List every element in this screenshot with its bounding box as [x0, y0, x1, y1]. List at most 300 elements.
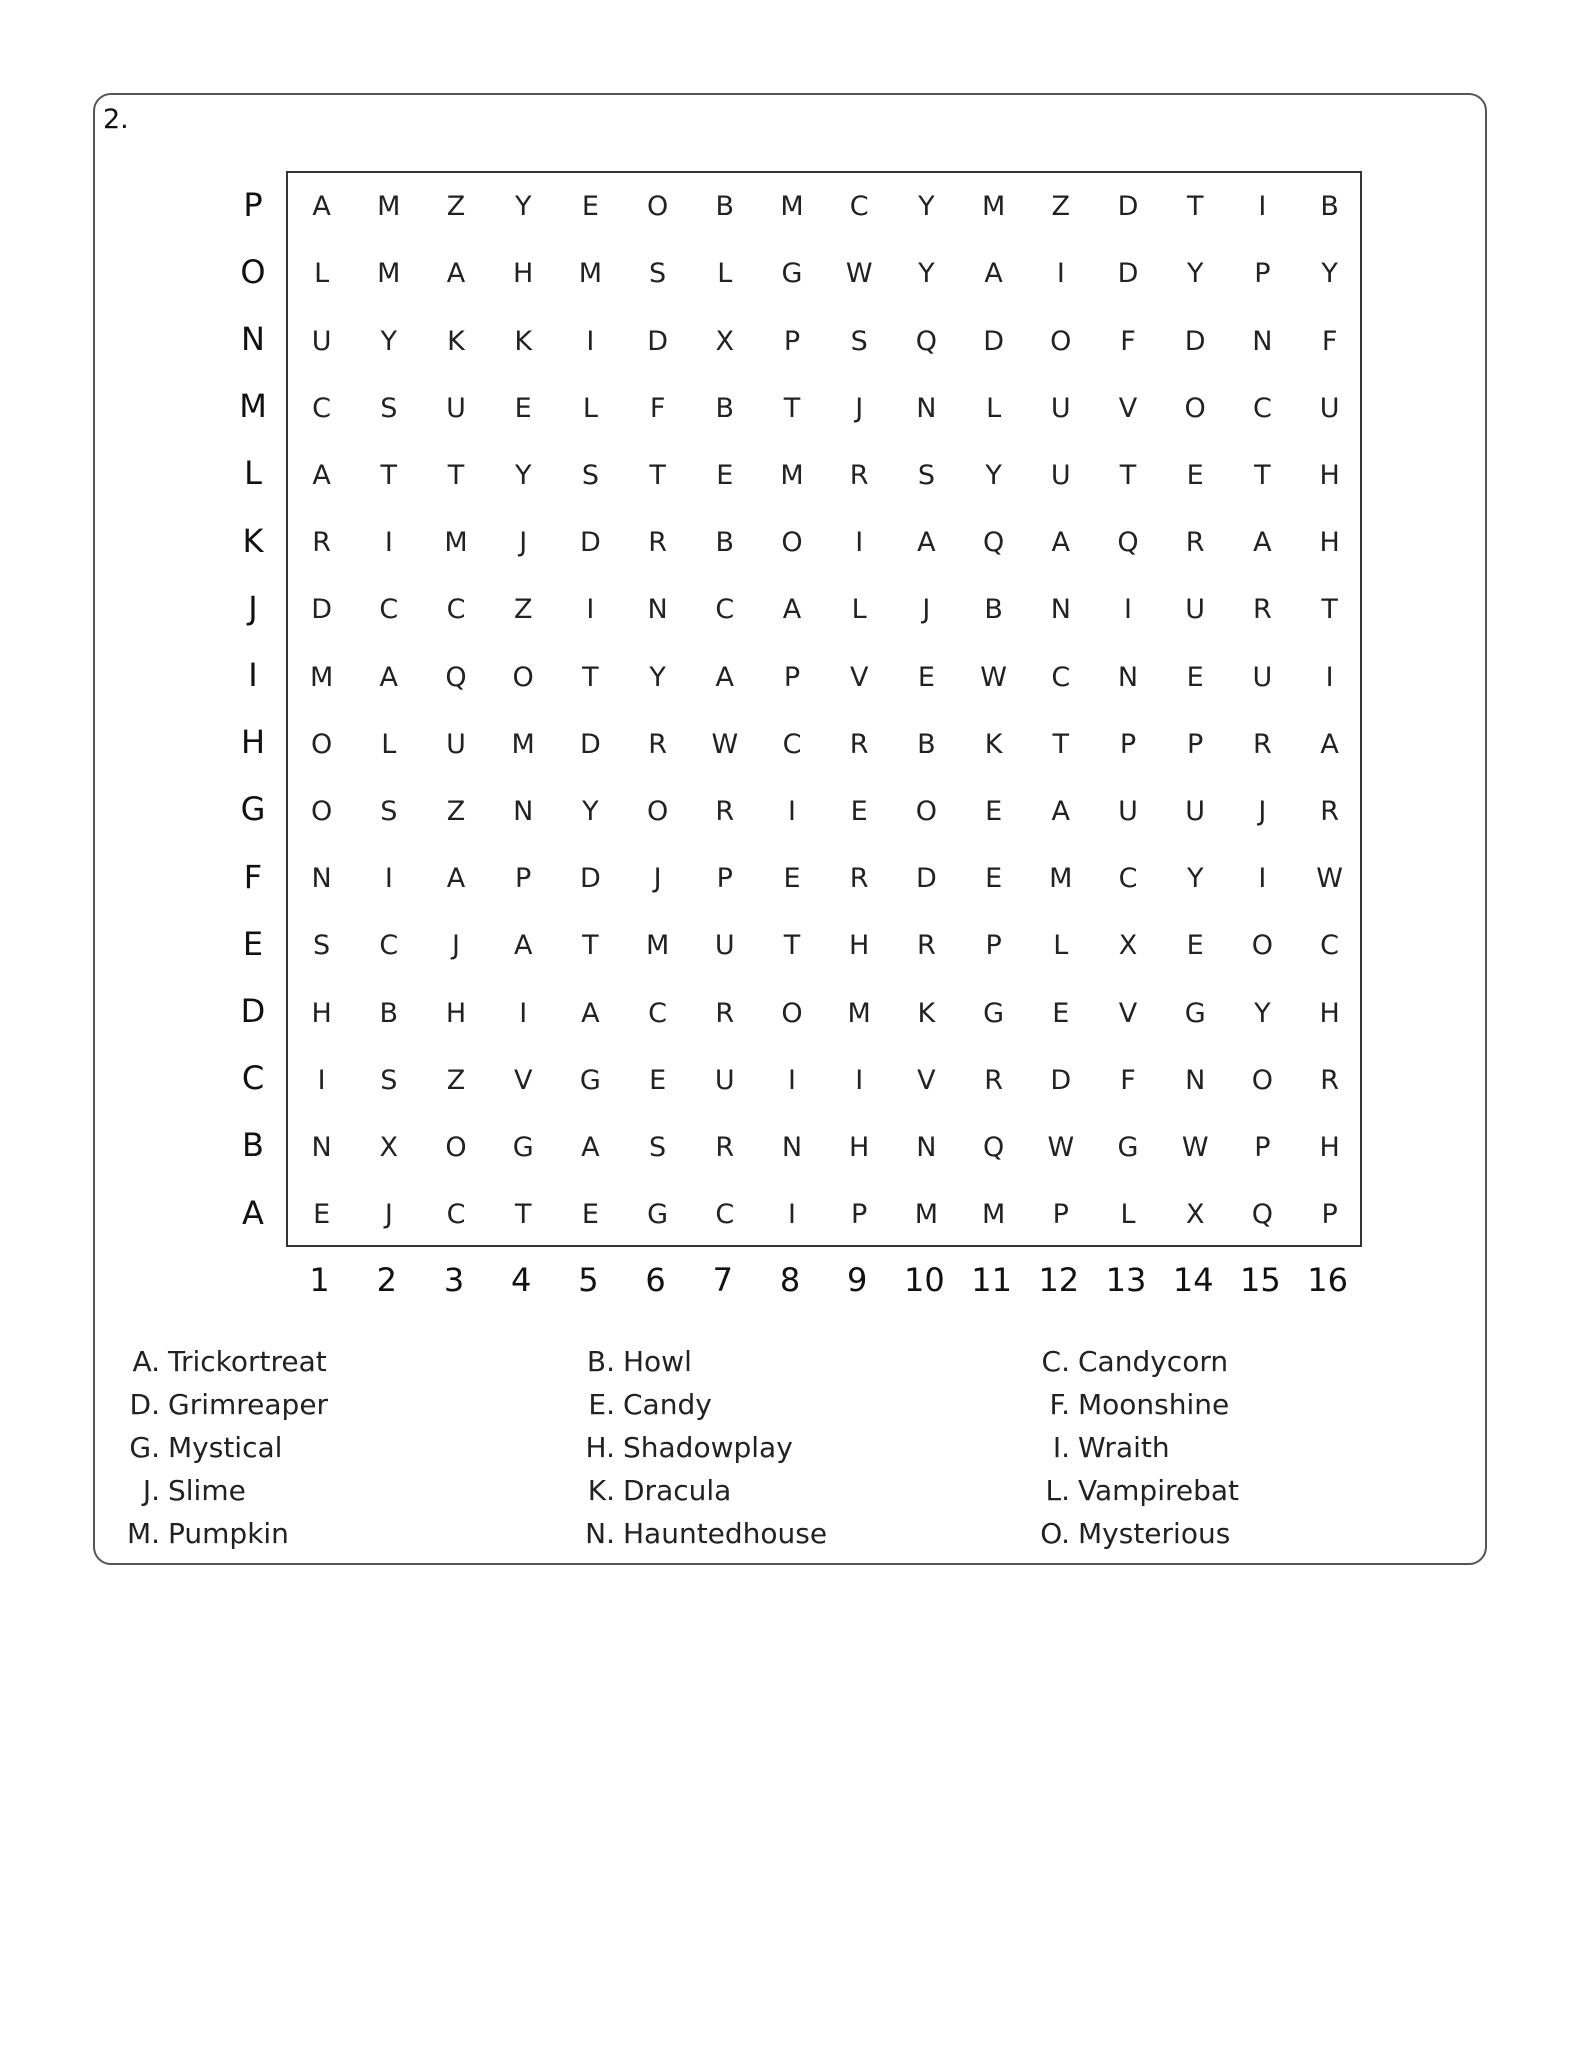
clue-item [1026, 1385, 1229, 1425]
grid-cell: V [1118, 392, 1138, 424]
grid-cell: H [1319, 527, 1340, 559]
grid-cell: S [649, 1131, 667, 1163]
grid-cell: G [579, 1064, 601, 1096]
column-label: 11 [971, 1261, 1012, 1299]
grid-cell: M [309, 661, 334, 693]
grid-cell: J [855, 392, 864, 424]
clue-word: Pumpkin [168, 1517, 289, 1550]
clue-word: Wraith [1078, 1431, 1170, 1464]
grid-cell: T [1321, 594, 1338, 626]
grid-cell: R [648, 728, 667, 760]
grid-cell: T [783, 392, 801, 424]
grid-cell: R [849, 863, 869, 895]
clue-item [116, 1342, 327, 1382]
clue-letter: O. [1040, 1517, 1070, 1550]
grid-cell: M [511, 728, 535, 760]
clue-letter: C. [1041, 1345, 1070, 1378]
grid-cell: R [715, 795, 735, 827]
grid-cell: A [446, 863, 466, 895]
grid-cell: Y [514, 459, 532, 491]
grid-cell: D [1117, 258, 1139, 290]
grid-cell: M [377, 258, 401, 290]
grid-cell: L [1120, 1199, 1136, 1231]
column-label: 10 [904, 1261, 945, 1299]
grid-cell: P [1254, 258, 1271, 290]
grid-cell: E [649, 1064, 667, 1096]
grid-cell: A [715, 661, 735, 693]
grid-cell: Q [915, 325, 938, 357]
grid-cell: A [312, 459, 331, 491]
grid-cell: L [381, 728, 397, 760]
grid-cell: Q [1251, 1199, 1274, 1231]
grid-cell: O [1251, 930, 1274, 962]
column-label: 7 [712, 1261, 733, 1299]
grid-cell: T [649, 459, 666, 491]
grid-cell: U [1319, 392, 1340, 424]
grid-cell: A [581, 997, 600, 1029]
clue-item [1026, 1471, 1239, 1511]
grid-cell: C [379, 594, 399, 626]
grid-cell: Y [1186, 258, 1204, 290]
clue-word: Candycorn [1078, 1345, 1229, 1378]
clue-letter: A. [132, 1345, 160, 1378]
row-label: J [248, 588, 258, 627]
grid-cell: C [648, 997, 668, 1029]
column-label: 13 [1105, 1261, 1147, 1299]
grid-cell: U [1252, 661, 1273, 693]
grid-cell: I [1258, 863, 1267, 895]
grid-cell: B [379, 997, 399, 1029]
clue-letter: H. [585, 1431, 615, 1464]
grid-cell: C [715, 1199, 735, 1231]
clue-letter: N. [585, 1517, 615, 1550]
grid-cell: O [1050, 325, 1072, 357]
grid-cell: J [922, 594, 931, 626]
grid-cell: E [1052, 997, 1070, 1029]
grid-cell: J [653, 863, 662, 895]
grid-cell: U [1118, 795, 1138, 827]
grid-cell: B [715, 191, 735, 223]
grid-cell: Z [446, 191, 466, 223]
grid-cell: B [984, 594, 1003, 626]
grid-cell: G [983, 997, 1005, 1029]
grid-cell: A [1051, 527, 1071, 559]
clue-item [571, 1514, 827, 1554]
grid-cell: C [1252, 392, 1272, 424]
grid-cell: D [1184, 325, 1206, 357]
grid-cell: P [515, 863, 532, 895]
grid-cell: I [788, 1199, 796, 1231]
row-label: E [242, 924, 264, 963]
row-label: I [248, 656, 258, 694]
column-label: 3 [443, 1261, 465, 1299]
grid-cell: T [380, 459, 398, 491]
word-list [116, 1342, 1466, 1562]
grid-cell: O [646, 191, 669, 223]
grid-cell: T [514, 1199, 532, 1231]
grid-cell: I [1056, 258, 1065, 290]
grid-cell: D [579, 728, 601, 760]
clue-word: Trickortreat [168, 1345, 327, 1378]
grid-cell: P [1119, 728, 1137, 760]
grid-cell: Z [446, 795, 466, 827]
grid-cell: V [1118, 997, 1138, 1029]
clue-letter: M. [126, 1517, 160, 1550]
row-label: G [240, 790, 266, 829]
grid-cell: P [1187, 728, 1204, 760]
grid-cell: A [1253, 527, 1272, 559]
grid-cell: A [379, 661, 399, 693]
clue-word: Howl [623, 1345, 692, 1378]
grid-cell: T [1254, 459, 1271, 491]
grid-cell: I [788, 795, 796, 827]
column-label: 6 [645, 1261, 666, 1299]
grid-cell: Q [445, 661, 467, 693]
grid-cell: X [379, 1131, 399, 1163]
grid-cell: X [715, 325, 735, 357]
clue-word: Shadowplay [623, 1431, 793, 1464]
column-label: 8 [779, 1261, 801, 1299]
grid-cell: J [452, 930, 460, 962]
grid-cell: A [782, 594, 802, 626]
row-label: K [242, 521, 264, 560]
grid-cell: W [711, 728, 739, 760]
grid-cell: E [313, 1199, 331, 1231]
grid-cell: Y [1321, 258, 1338, 290]
grid-cell: L [986, 392, 1002, 424]
column-label: 5 [578, 1261, 599, 1299]
clue-word: Grimreaper [168, 1388, 329, 1421]
clue-letter: F. [1049, 1388, 1070, 1421]
grid-cell: M [377, 191, 401, 223]
grid-cell: G [781, 258, 803, 290]
grid-cell: I [855, 1064, 864, 1096]
clue-item [571, 1385, 712, 1425]
grid-cell: M [645, 930, 670, 962]
grid-cell: R [648, 527, 667, 559]
grid-cell: X [1185, 1199, 1205, 1231]
grid-cell: R [849, 459, 869, 491]
grid-cell: B [715, 527, 735, 559]
grid-cell: E [514, 392, 532, 424]
grid-cell: C [379, 930, 399, 962]
grid-cell: T [1119, 459, 1137, 491]
clue-word: Hauntedhouse [623, 1517, 828, 1550]
clue-letter: G. [129, 1431, 160, 1464]
grid-cell: O [915, 795, 938, 827]
grid-cell: I [384, 527, 393, 559]
grid-cell: C [312, 392, 332, 424]
grid-cell: J [519, 527, 528, 559]
grid-cell: L [851, 594, 867, 626]
clue-item [571, 1342, 692, 1382]
grid-cell: N [1252, 325, 1273, 357]
grid-cell: X [1118, 930, 1138, 962]
grid-cell: K [917, 997, 936, 1029]
row-label: C [241, 1059, 265, 1098]
puzzle-number: 2. [103, 104, 129, 135]
clue-letter: J. [142, 1474, 160, 1507]
grid-cell: A [1320, 728, 1339, 760]
grid-cell: O [781, 997, 803, 1029]
grid-cell: H [513, 258, 534, 290]
grid-cell: M [1049, 863, 1073, 895]
grid-cell: S [850, 325, 868, 357]
row-label: L [244, 454, 262, 493]
grid-cell: R [312, 527, 331, 559]
grid-cell: O [646, 795, 669, 827]
grid-cell: Q [982, 527, 1005, 559]
grid-cell: W [980, 661, 1007, 693]
clue-item [571, 1471, 731, 1511]
grid-cell: O [1184, 392, 1206, 424]
grid-cell: E [716, 459, 734, 491]
clue-letter: D. [129, 1388, 160, 1421]
grid-cell: S [380, 392, 398, 424]
row-label: A [242, 1193, 264, 1232]
grid-cell: P [783, 661, 801, 693]
grid-cell: E [581, 1199, 599, 1231]
row-label: P [243, 185, 263, 224]
grid-cell: U [1185, 795, 1206, 827]
grid-cell: T [582, 930, 599, 962]
grid-cell: I [855, 527, 864, 559]
grid-cell: E [850, 795, 868, 827]
grid-cell: U [1050, 392, 1071, 424]
grid-cell: R [715, 1131, 735, 1163]
grid-cell: P [1321, 1199, 1338, 1231]
grid-cell: U [446, 392, 466, 424]
row-label: D [240, 992, 266, 1030]
grid-cell: K [984, 728, 1003, 760]
column-label: 16 [1307, 1261, 1348, 1299]
grid-cell: P [716, 863, 733, 895]
grid-cell: S [649, 258, 667, 290]
grid-cell: C [782, 728, 802, 760]
grid-cell: C [446, 594, 466, 626]
grid-cell: R [1320, 1064, 1339, 1096]
grid-cell: F [1120, 1064, 1136, 1096]
grid-cell: U [311, 325, 332, 357]
grid-cell: H [1319, 1131, 1340, 1163]
grid-cell: M [847, 997, 871, 1029]
grid-cell: O [445, 1131, 467, 1163]
clue-letter: K. [587, 1474, 615, 1507]
grid-cell: G [1117, 1131, 1139, 1163]
grid-cell: H [849, 930, 870, 962]
clue-item [116, 1385, 328, 1425]
grid-cell: Q [982, 1131, 1005, 1163]
grid-cell: T [582, 661, 599, 693]
grid-cell: Y [1254, 997, 1271, 1029]
grid-cell: E [985, 863, 1003, 895]
grid-cell: P [783, 325, 801, 357]
grid-cell: K [514, 325, 533, 357]
grid-cell: P [985, 930, 1002, 962]
grid-cell: N [1050, 594, 1071, 626]
grid-cell: R [917, 930, 936, 962]
grid-cell: N [781, 1131, 803, 1163]
grid-cell: U [714, 1064, 735, 1096]
grid-cell: F [649, 392, 666, 424]
clue-word: Mystical [168, 1431, 283, 1464]
clue-item [116, 1428, 282, 1468]
grid-cell: N [513, 795, 534, 827]
grid-cell: H [445, 997, 467, 1029]
grid-cell: A [446, 258, 466, 290]
clue-item [1026, 1428, 1170, 1468]
clue-word: Slime [168, 1474, 246, 1507]
grid-cell: C [446, 1199, 466, 1231]
grid-cell: K [447, 325, 465, 357]
column-label: 14 [1172, 1261, 1214, 1299]
column-label: 9 [847, 1261, 868, 1299]
grid-cell: N [916, 392, 937, 424]
clue-word: Candy [623, 1388, 712, 1421]
grid-cell: R [984, 1064, 1003, 1096]
grid-cell: R [1253, 594, 1272, 626]
grid-cell: H [1319, 997, 1340, 1029]
grid-cell: B [917, 728, 936, 760]
grid-cell: W [845, 258, 873, 290]
grid-cell: A [1051, 795, 1071, 827]
grid-cell: T [1052, 728, 1070, 760]
grid-cell: P [1052, 1199, 1069, 1231]
grid-cell: I [788, 1064, 796, 1096]
grid-cell: D [579, 527, 601, 559]
grid-cell: D [579, 863, 601, 895]
grid-cell: D [647, 325, 668, 357]
grid-cell: B [1320, 191, 1339, 223]
grid-cell: E [581, 191, 599, 223]
grid-cell: O [310, 728, 333, 760]
clue-item [116, 1514, 289, 1554]
grid-cell: Y [514, 191, 532, 223]
grid-cell: M [914, 1199, 939, 1231]
grid-cell: I [586, 594, 595, 626]
grid-cell: W [1316, 863, 1343, 895]
column-label: 15 [1240, 1261, 1281, 1299]
grid-cell: Z [1051, 191, 1071, 223]
grid-cell: M [578, 258, 603, 290]
grid-cell: M [780, 191, 804, 223]
grid-cell: H [1319, 459, 1340, 491]
grid-cell: A [513, 930, 533, 962]
grid-cell: U [714, 930, 735, 962]
grid-cell: D [1117, 191, 1139, 223]
grid-cell: Z [446, 1064, 466, 1096]
grid-cell: G [647, 1199, 669, 1231]
grid-cell: N [647, 594, 668, 626]
grid-cell: M [981, 191, 1006, 223]
grid-cell: D [915, 863, 937, 895]
grid-cell: I [317, 1064, 326, 1096]
column-label: 2 [376, 1261, 397, 1299]
grid-cell: O [1251, 1064, 1274, 1096]
grid-cell: I [1124, 594, 1132, 626]
clue-word: Mysterious [1078, 1517, 1231, 1550]
grid-cell: P [1254, 1131, 1271, 1163]
grid-cell: M [981, 1199, 1006, 1231]
grid-cell: N [1185, 1064, 1206, 1096]
grid-cell: W [1047, 1131, 1075, 1163]
grid-cell: C [715, 594, 735, 626]
grid-cell: V [917, 1064, 936, 1096]
grid-cell: S [917, 459, 935, 491]
grid-cell: S [581, 459, 599, 491]
grid-cell: U [1050, 459, 1071, 491]
grid-cell: S [313, 930, 331, 962]
grid-cell: I [1258, 191, 1267, 223]
clue-item [1026, 1514, 1230, 1554]
grid-cell: D [1050, 1064, 1072, 1096]
grid-cell: G [1184, 997, 1206, 1029]
clue-letter: B. [586, 1345, 615, 1378]
column-label: 4 [511, 1261, 532, 1299]
grid-cell: J [384, 1199, 393, 1231]
grid-cell: E [985, 795, 1003, 827]
grid-cell: O [781, 527, 803, 559]
grid-cell: Y [582, 795, 599, 827]
grid-cell: E [1186, 459, 1204, 491]
grid-cell: A [581, 1131, 600, 1163]
grid-cell: M [444, 527, 468, 559]
clue-item [571, 1428, 793, 1468]
clue-word: Vampirebat [1078, 1474, 1239, 1507]
grid-cell: T [1186, 191, 1204, 223]
row-label: H [240, 723, 266, 762]
clue-letter: L. [1045, 1474, 1070, 1507]
grid-cell: E [917, 661, 935, 693]
grid-cell: Z [513, 594, 533, 626]
grid-cell: Y [649, 661, 666, 693]
grid-cell: C [1051, 661, 1071, 693]
row-label: B [242, 1126, 264, 1165]
grid-cell: I [519, 997, 528, 1029]
grid-cell: A [917, 527, 936, 559]
grid-cell: A [312, 191, 331, 223]
grid-cell: R [1185, 527, 1205, 559]
clue-item [116, 1471, 246, 1511]
grid-cell: R [1320, 795, 1339, 827]
grid-cell: J [1258, 795, 1267, 827]
letter-grid [286, 171, 1362, 1247]
grid-cell: Y [1186, 863, 1204, 895]
grid-cell: D [983, 325, 1004, 357]
grid-cell: Y [380, 325, 398, 357]
grid-cell: Y [918, 258, 935, 290]
grid-cell: E [783, 863, 801, 895]
clue-word: Dracula [623, 1474, 732, 1507]
row-label: O [240, 252, 266, 291]
clue-letter: I. [1052, 1431, 1070, 1464]
grid-cell: F [1321, 325, 1338, 357]
clue-word: Moonshine [1078, 1388, 1230, 1421]
grid-cell: D [311, 594, 332, 626]
grid-cell: L [314, 258, 330, 290]
grid-cell: E [1186, 661, 1204, 693]
grid-cell: L [717, 258, 733, 290]
grid-cell: P [851, 1199, 868, 1231]
grid-cell: S [380, 1064, 398, 1096]
grid-cell: S [380, 795, 398, 827]
grid-cell: N [1117, 661, 1139, 693]
grid-cell: Q [1117, 527, 1139, 559]
grid-cell: R [1253, 728, 1272, 760]
grid-cell: Y [918, 191, 935, 223]
grid-cell: U [446, 728, 466, 760]
grid-cell: R [715, 997, 735, 1029]
